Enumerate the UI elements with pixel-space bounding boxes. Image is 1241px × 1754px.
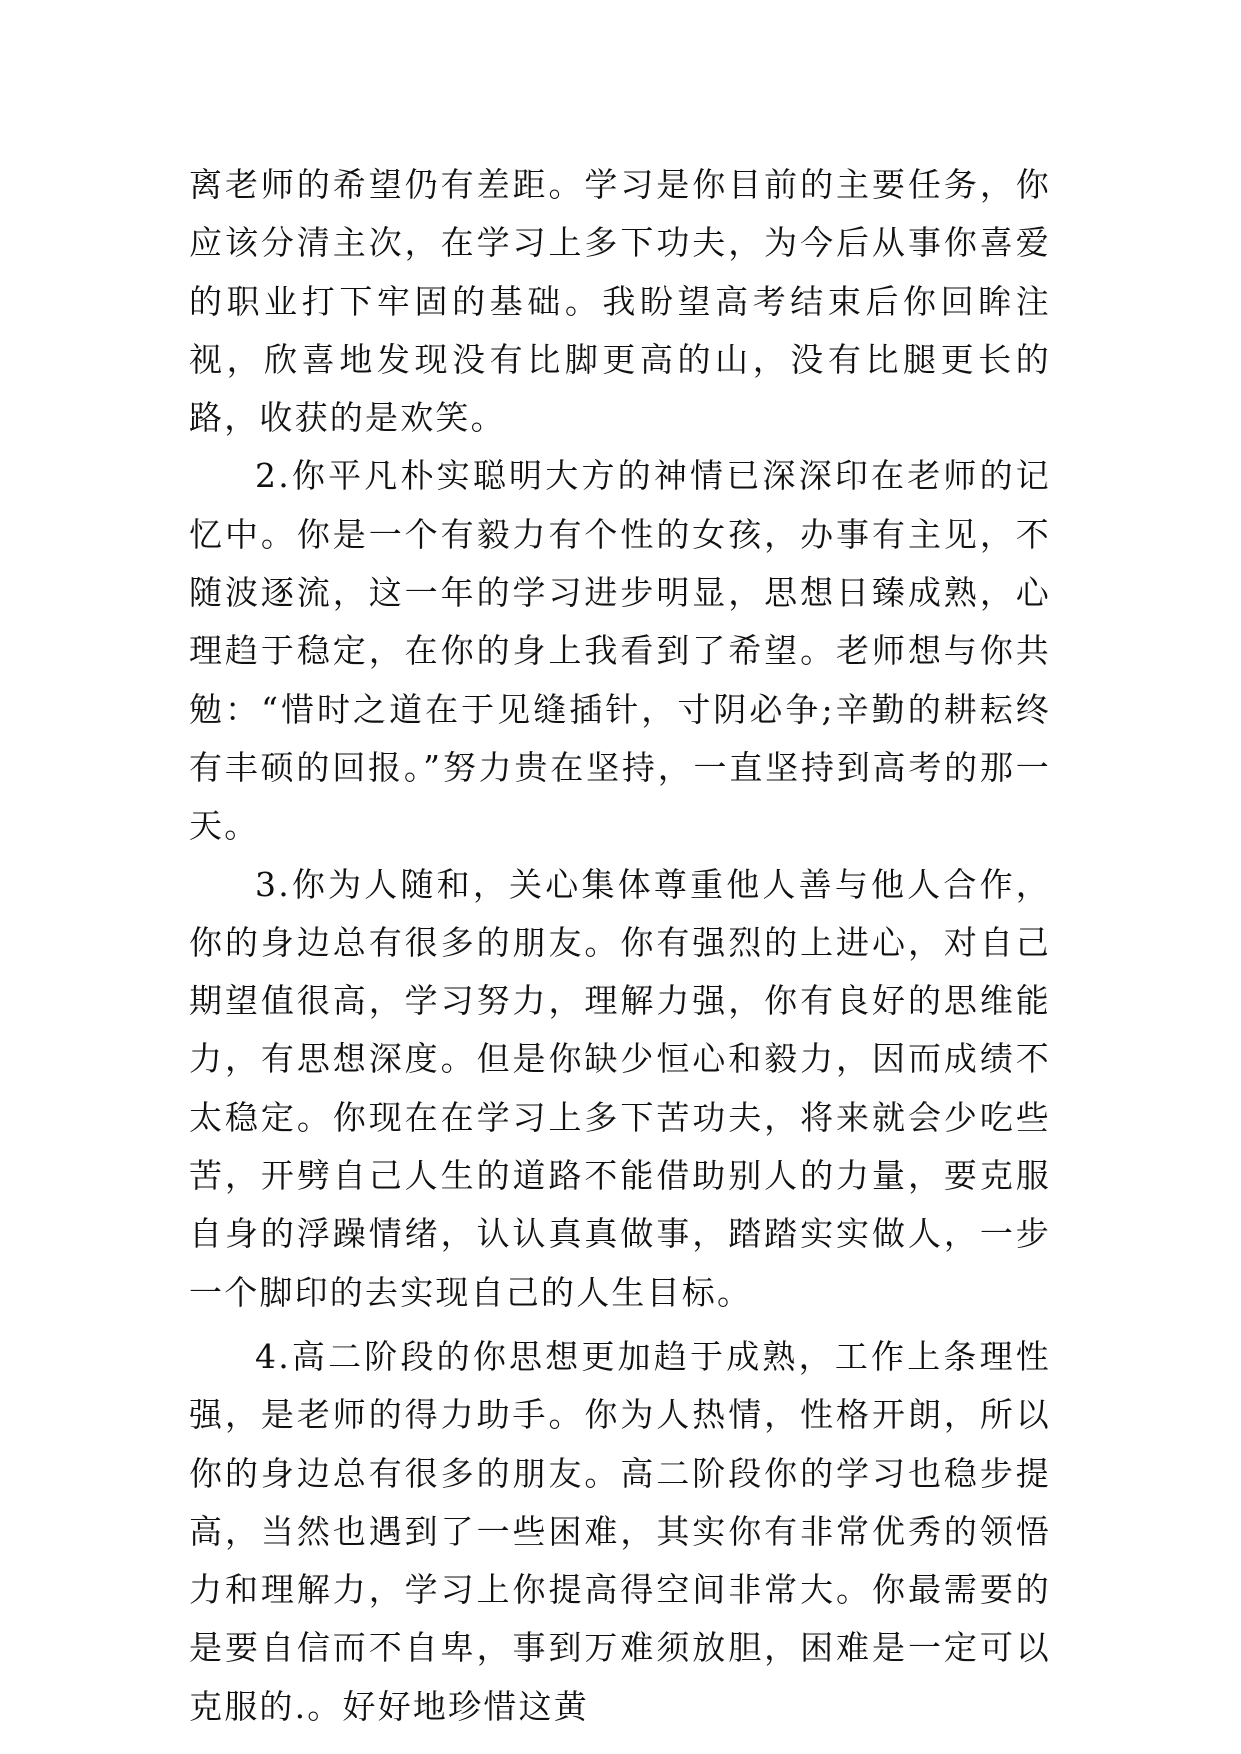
paragraph-comment-4: 4.高二阶段的你思想更加趋于成熟，工作上条理性强，是老师的得力助手。你为人热情，性格开朗，所以你的身边总有很多的朋友。高二阶段你的学习也稳步提高，当然也遇到了一些困难，其实你有非常优秀的领悟力和理解力，学习上你提高得空间非常大。你最需要的是要自信而不自卑，事到万难须放胆，困难是一定可以克服的.。好好地珍惜这黄 (189, 1336, 1051, 1726)
paragraph-comment-2: 2.你平凡朴实聪明大方的神情已深深印在老师的记忆中。你是一个有毅力有个性的女孩，办事有主见，不随波逐流，这一年的学习进步明显，思想日臻成熟，心理趋于稳定，在你的身上我看到了希望。老师想与你共勉：“惜时之道在于见缝插针，寸阴必争;辛勤的耕耘终有丰硕的回报。”努力贵在坚持，一直坚持到高考的那一天。 (189, 456, 1051, 846)
document-body (189, 156, 1051, 1736)
paragraph-comment-3: 3.你为人随和，关心集体尊重他人善与他人合作，你的身边总有很多的朋友。你有强烈的上进心，对自己期望值很高，学习努力，理解力强，你有良好的思维能力，有思想深度。但是你缺少恒心和毅力，因而成绩不太稳定。你现在在学习上多下苦功夫，将来就会少吃些苦，开劈自己人生的道路不能借助别人的力量，要克服自身的浮躁情绪，认认真真做事，踏踏实实做人，一步一个脚印的去实现自己的人生目标。 (189, 864, 1051, 1312)
paragraph-continuation: 离老师的希望仍有差距。学习是你目前的主要任务，你应该分清主次，在学习上多下功夫，为今后从事你喜爱的职业打下牢固的基础。我盼望高考结束后你回眸注视，欣喜地发现没有比脚更高的山，没有比腿更长的路，收获的是欢笑。 (189, 165, 1051, 438)
